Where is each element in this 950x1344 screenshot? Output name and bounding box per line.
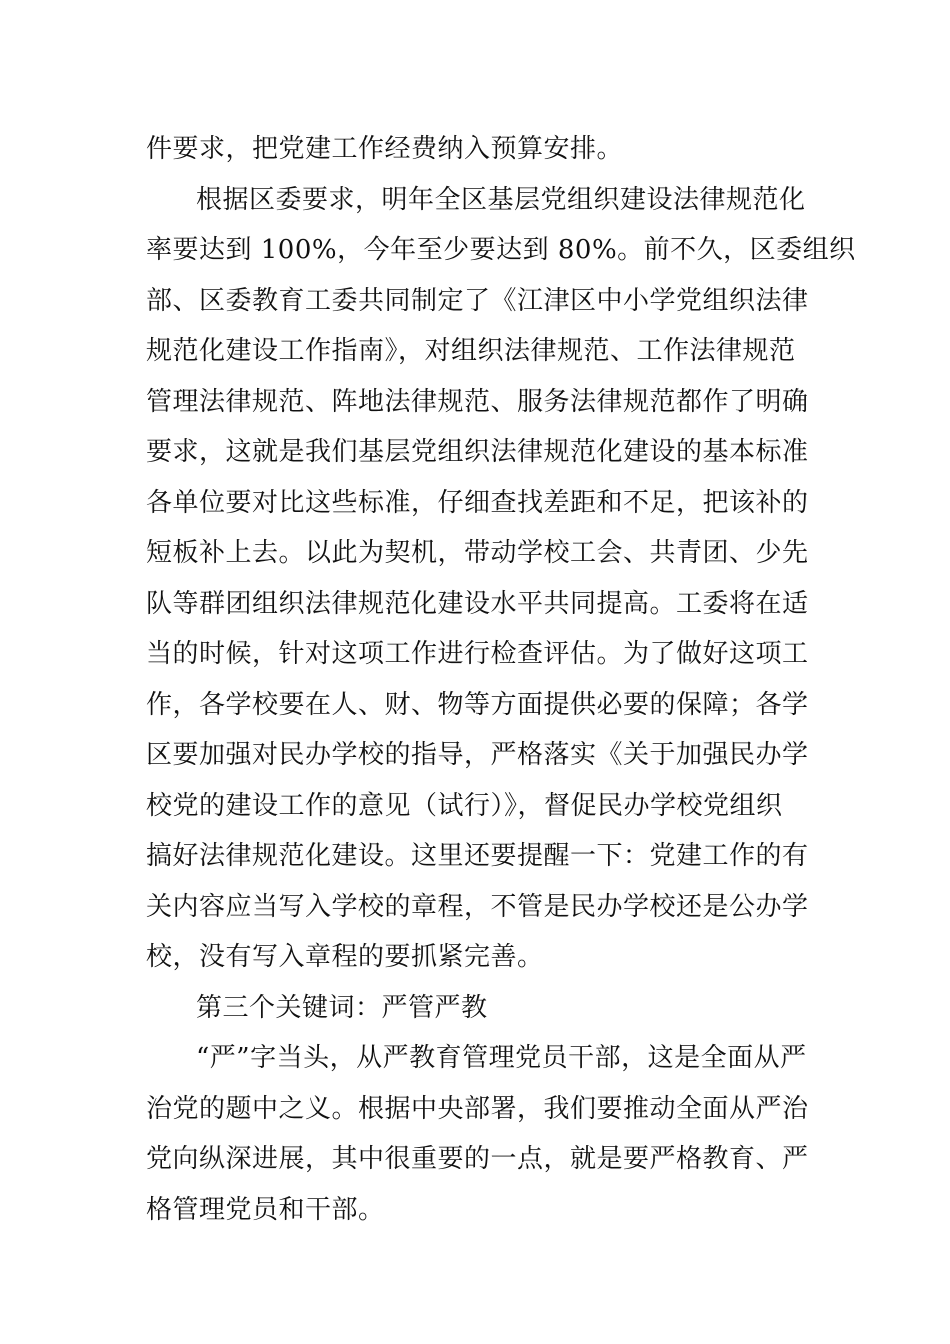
text-line: 队等群团组织法律规范化建设水平共同提高。工委将在适: [146, 589, 809, 619]
paragraph-start-line: “严”字当头，从严教育管理党员干部，这是全面从严: [196, 1043, 807, 1073]
text-line: 作，各学校要在人、财、物等方面提供必要的保障；各学: [146, 690, 809, 720]
text-line: 关内容应当写入学校的章程，不管是民办学校还是公办学: [146, 892, 809, 922]
text-line: 校，没有写入章程的要抓紧完善。: [146, 942, 544, 972]
text-line: 短板补上去。以此为契机，带动学校工会、共青团、少先: [146, 538, 809, 568]
text-line: 率要达到 100%，今年至少要达到 80%。前不久，区委组织: [146, 235, 856, 265]
text-line: 当的时候，针对这项工作进行检查评估。为了做好这项工: [146, 639, 809, 669]
text-line: 格管理党员和干部。: [146, 1195, 385, 1225]
text-line: 校党的建设工作的意见（试行）》，督促民办学校党组织: [146, 791, 783, 821]
text-line: 各单位要对比这些标准，仔细查找差距和不足，把该补的: [146, 488, 809, 518]
text-line: 治党的题中之义。根据中央部署，我们要推动全面从严治: [146, 1094, 809, 1124]
text-line: 区要加强对民办学校的指导，严格落实《关于加强民办学: [146, 740, 809, 770]
text-line: 部、区委教育工委共同制定了《江津区中小学党组织法律: [146, 286, 809, 316]
text-line: 搞好法律规范化建设。这里还要提醒一下：党建工作的有: [146, 841, 809, 871]
text-line: 规范化建设工作指南》，对组织法律规范、工作法律规范: [146, 336, 796, 366]
section-heading: 第三个关键词：严管严教: [196, 993, 488, 1023]
text-line: 件要求，把党建工作经费纳入预算安排。: [146, 134, 624, 164]
text-line: 要求，这就是我们基层党组织法律规范化建设的基本标准: [146, 437, 809, 467]
text-line: 党向纵深进展，其中很重要的一点，就是要严格教育、严: [146, 1144, 809, 1174]
paragraph-start-line: 根据区委要求，明年全区基层党组织建设法律规范化: [196, 185, 806, 215]
text-line: 管理法律规范、阵地法律规范、服务法律规范都作了明确: [146, 387, 809, 417]
